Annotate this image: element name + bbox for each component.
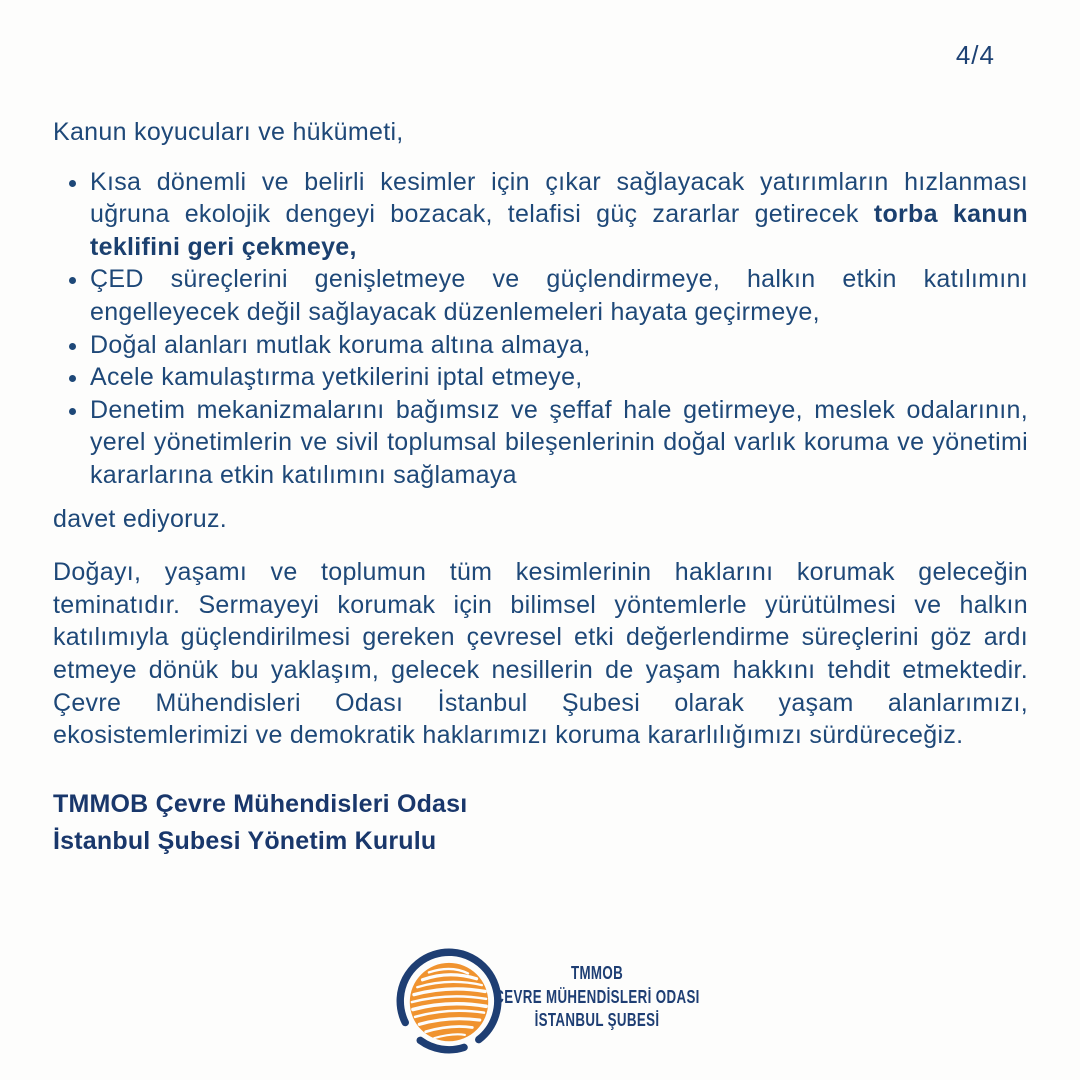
bullet-text: ÇED süreçlerini genişletmeye ve güçlendirmeye, halkın etkin katılımını engelleyecek değil sağlayacak düzenlemeleri hayata geçirmeye, bbox=[90, 265, 1028, 326]
logo-text-line: TMMOB bbox=[570, 962, 624, 983]
list-item bbox=[90, 166, 1028, 264]
page-number: 4/4 bbox=[955, 40, 995, 70]
bullet-text: Doğal alanları mutlak koruma altına almaya, bbox=[90, 330, 591, 359]
signature-line: İstanbul Şubesi Yönetim Kurulu bbox=[53, 826, 437, 855]
bullet-text: Denetim mekanizmalarını bağımsız ve şeffaf hale getirmeye, meslek odalarının, yerel yönetimlerin ve sivil toplumsal bileşenlerinin doğal varlık koruma ve yönetimi kararlarına etkin katılımını sağlamaya bbox=[90, 395, 1028, 489]
bullet-text: Kısa dönemli ve belirli kesimler için çıkar sağlayacak yatırımların hızlanması uğruna ekolojik dengeyi bozacak, telafisi güç zararlar getirecek bbox=[90, 167, 1028, 229]
bullet-text: Acele kamulaştırma yetkilerini iptal etmeye, bbox=[90, 363, 583, 392]
statement-paragraph: Doğayı, yaşamı ve toplumun tüm kesimlerinin haklarını korumak geleceğin teminatıdır. Sermayeyi korumak için bilimsel yöntemlerle yürütülmesi ve halkın katılımıyla güçlendirilmesi gereken çevresel etki değerlendirme süreçlerini göz ardı etmeye dönük bu yaklaşım, gelecek nesillerin de yaşam hakkını tehdit etmektedir. Çevre Mühendisleri Odası İstanbul Şubesi olarak yaşam alanlarımızı, ekosistemlerimizi ve demokratik haklarımızı koruma kararlılığımızı sürdüreceğiz. bbox=[53, 558, 1028, 750]
demands-list bbox=[53, 166, 1028, 492]
signature-block bbox=[53, 786, 1028, 860]
signature-line: TMMOB Çevre Mühendisleri Odası bbox=[53, 789, 468, 818]
list-item bbox=[90, 361, 1028, 394]
logo-text bbox=[442, 961, 752, 1032]
closing-line: davet ediyoruz. bbox=[53, 504, 228, 533]
list-item bbox=[90, 263, 1028, 328]
bullet-bold-text: torba kanun teklifini geri çekmeye, bbox=[90, 200, 1028, 261]
statement-content bbox=[53, 116, 1028, 860]
list-item bbox=[90, 329, 1028, 362]
salutation-line: Kanun koyucuları ve hükümeti, bbox=[53, 118, 404, 146]
organization-logo bbox=[0, 948, 1080, 1063]
list-item bbox=[90, 394, 1028, 492]
logo-text-line: İSTANBUL ŞUBESİ bbox=[534, 1009, 660, 1030]
logo-text-line: ÇEVRE MÜHENDİSLERİ ODASI bbox=[494, 985, 700, 1007]
